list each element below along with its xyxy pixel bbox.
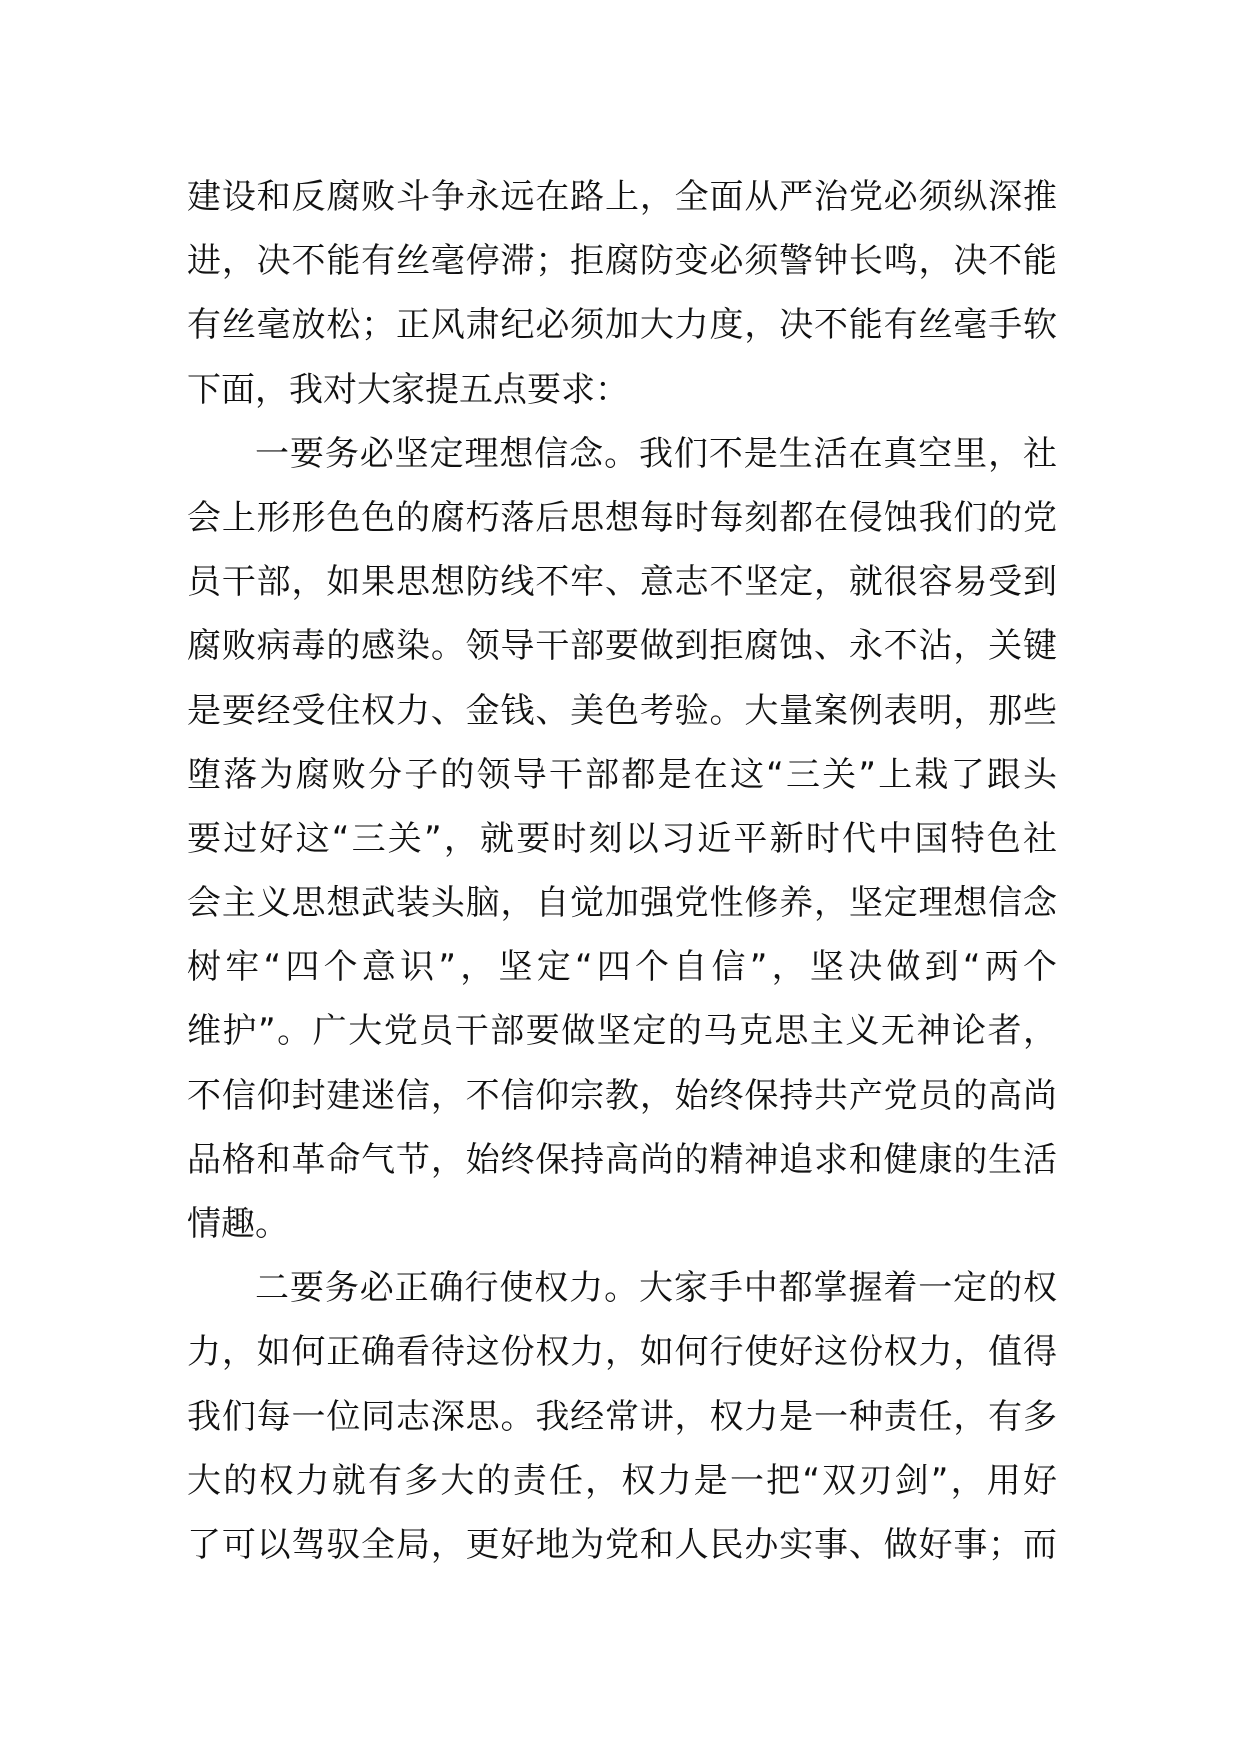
text-line: 会主义思想武装头脑，自觉加强党性修养，坚定理想信念 [187, 883, 1057, 924]
text-line: 维护”。广大党员干部要做坚定的马克思主义无神论者， [187, 1011, 1057, 1052]
text-line: 要过好这“三关”，就要时刻以习近平新时代中国特色社 [187, 818, 1057, 859]
paragraph-start-line: 二要务必正确行使权力。大家手中都掌握着一定的权 [255, 1268, 1057, 1309]
text-line: 力，如何正确看待这份权力，如何行使好这份权力，值得 [187, 1332, 1057, 1373]
text-line: 腐败病毒的感染。领导干部要做到拒腐蚀、永不沾，关键 [187, 626, 1057, 667]
text-line: 进，决不能有丝毫停滞；拒腐防变必须警钟长鸣，决不能 [187, 241, 1057, 282]
text-line: 我们每一位同志深思。我经常讲，权力是一种责任，有多 [187, 1396, 1057, 1437]
text-line: 建设和反腐败斗争永远在路上，全面从严治党必须纵深推 [187, 177, 1057, 217]
text-line: 了可以驾驭全局，更好地为党和人民办实事、做好事；而 [187, 1524, 1057, 1565]
text-line: 下面，我对大家提五点要求： [187, 369, 629, 410]
text-line: 品格和革命气节，始终保持高尚的精神追求和健康的生活 [187, 1139, 1057, 1180]
text-line: 情趣。 [187, 1204, 289, 1244]
text-line: 员干部，如果思想防线不牢、意志不坚定，就很容易受到 [187, 562, 1057, 603]
text-line: 不信仰封建迷信，不信仰宗教，始终保持共产党员的高尚 [187, 1075, 1057, 1116]
document-body [187, 165, 1057, 1577]
text-line: 堕落为腐败分子的领导干部都是在这“三关”上栽了跟头 [187, 754, 1057, 795]
text-line: 是要经受住权力、金钱、美色考验。大量案例表明，那些 [187, 690, 1057, 731]
text-line: 树牢“四个意识”，坚定“四个自信”，坚决做到“两个 [187, 947, 1057, 988]
text-line: 有丝毫放松；正风肃纪必须加大力度，决不能有丝毫手软 [187, 305, 1057, 346]
text-line: 大的权力就有多大的责任，权力是一把“双刃剑”，用好 [187, 1460, 1057, 1501]
text-line: 会上形形色色的腐朽落后思想每时每刻都在侵蚀我们的党 [187, 497, 1057, 538]
paragraph-start-line: 一要务必坚定理想信念。我们不是生活在真空里，社 [255, 433, 1057, 474]
